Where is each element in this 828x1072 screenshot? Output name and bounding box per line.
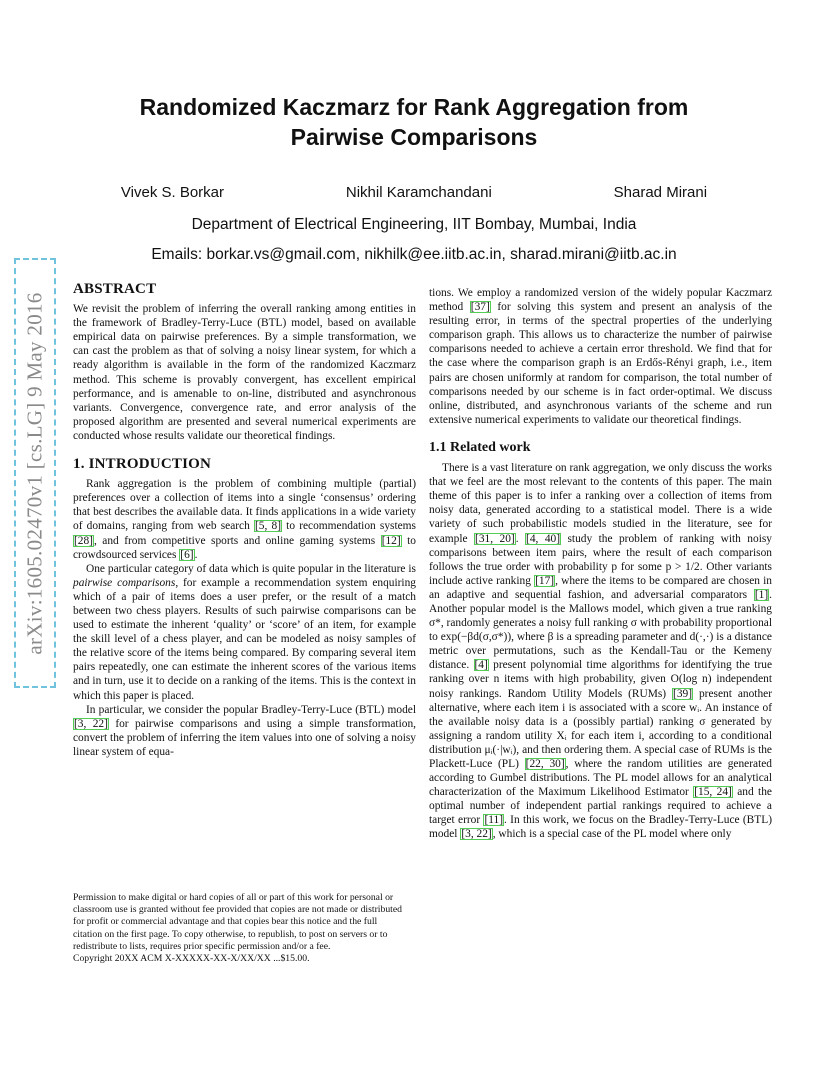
citation-link[interactable]: [3, 22] — [461, 828, 492, 841]
citation-link[interactable]: [39] — [673, 687, 693, 700]
right-column — [429, 286, 772, 842]
citation-link[interactable]: [6] — [180, 548, 194, 561]
paper-title — [60, 92, 768, 152]
citation-link[interactable]: [15, 24] — [694, 786, 732, 799]
arxiv-stamp-text: arXiv:1605.02470v1 [cs.LG] 9 May 2016 — [22, 291, 47, 655]
intro-continuation: tions. We employ a randomized version of the widely popular Kaczmarz method [37] for solving this system and present an analysis of the resulting error, in terms of the spectral properties of the underlying comparison graph. This allows us to characterize the number of pairwise comparisons needed to achieve a certain error threshold. We find that for the case where the comparison graph is an Erdős-Rényi graph, i.e., item pairs are chosen uniformly at random for comparison, the total number of comparisons needed by our scheme is in fact order-optimal. We discuss online, distributed, and asynchronous variants of the scheme and run extensive numerical experiments to validate our theoretical findings. — [429, 287, 772, 426]
citation-link[interactable]: [37] — [470, 301, 490, 314]
citation-link[interactable]: [22, 30] — [525, 758, 565, 770]
citation-link[interactable]: [11] — [484, 814, 504, 827]
citation-link[interactable]: [4] — [474, 659, 488, 672]
citation-link[interactable]: [1] — [754, 588, 769, 601]
abstract-text: We revisit the problem of inferring the overall ranking among entities in the framework of Bradley-Terry-Luce (BTL) model, based on available empirical data on pairwise preferences. By a simple transformation, we can cast the problem as that of solving a noisy linear system, for which a ready algorithm is available in the form of the randomized Kaczmarz method. This scheme is provably convergent, has excellent empirical performance, and is amenable to on-line, distributed and asynchronous variants. Convergence, convergence rate, and error analysis of the proposed algorithm are presented and several numerical experiments are conducted whose results validate our theoretical findings. — [73, 303, 416, 442]
title-line-1: Randomized Kaczmarz for Rank Aggregation from — [139, 94, 689, 120]
author-2: Nikhil Karamchandani — [345, 184, 492, 201]
citation-link[interactable]: [5, 8] — [254, 520, 281, 533]
abstract-heading: ABSTRACT — [73, 281, 157, 297]
arxiv-stamp — [14, 258, 56, 688]
left-column — [73, 282, 416, 759]
citation-link[interactable]: [4, 40] — [526, 532, 561, 545]
author-3: Sharad Mirani — [613, 184, 708, 201]
emphasis-term: pairwise comparisons — [73, 576, 176, 589]
related-work-paragraph: There is a vast literature on rank aggregation, we only discuss the works that we feel are the most relevant to the contents of this paper. The main theme of this paper is to infer a ranking over a collection of items from noisy data, generated according to a statistical model. There is a wide variety of such probabilistic models studied in the literature, see for example [31, 20]. [4, 40] study the problem of ranking with noisy comparisons between item pairs, where the result of each comparison follows the true order with probability p for some p > 1/2. Other variants include active ranking [17], where the items to be compared are chosen in an adaptive and sequential fashion, and adversarial comparators [1]. Another popular model is the Mallows model, which given a true ranking σ*, randomly generates a noisy full ranking σ with probability proportional to exp(−βd(σ,σ*)), where β is a spreading parameter and d(·,·) is a distance metric over permutations, such as the Kendall-Tau or the Kemeny distance. [4] present polynomial time algorithms for identifying the true ranking over n items with high probability, given O(log n) independent noisy rankings. Random Utility Models (RUMs) [39] present another alternative, where each item i is associated with a score wᵢ. An instance of the available noisy data is a (possibly partial) ranking σ generated by assigning a random utility Xᵢ for each item i, according to a conditional distribution μᵢ(·|wᵢ), and then ordering them. A special case of RUMs is the Plackett-Luce (PL) [22, 30], where the random utilities are generated according to Gumbel distributions. The PL model allows for an analytical characterization of the Maximum Likelihood Estimator [15, 24] and the optimal number of independent partial rankings required to achieve a target error [11]. In this work, we focus on the Bradley-Terry-Luce (BTL) model [3, 22], which is a special case of the PL model where only — [429, 462, 773, 841]
intro-paragraph-3: In particular, we consider the popular Bradley-Terry-Luce (BTL) model [3, 22] for pairwise comparisons and using a simple transformation, convert the problem of inferring the item values into one of solving a noisy linear system of equa- — [73, 703, 416, 758]
author-list — [60, 184, 768, 201]
citation-link[interactable]: [17] — [535, 574, 555, 587]
intro-paragraph-2: One particular category of data which is quite popular in the literature is pairwise comparisons, for example a recommendation system enquiring which of a pair of items does a user prefer, or the result of a match between two chess players. Results of such pairwise comparisons can be used to estimate the inherent ‘quality’ or ‘score’ of an item, for example the skill level of a chess player, and can be modeled as noisy samples of the relative score of the items being compared. By comparing several item pairs repeatedly, one can estimate the inherent scores of the various items and in turn, use it to decide on a ranking of the items. This is the context in which this paper is placed. — [73, 562, 416, 702]
permission-text: Permission to make digital or hard copies of all or part of this work for personal or classroom use is granted without fee provided that copies are not made or distributed for profit or commercial advantage and that copies bear this notice and the full citation on the first page. To copy otherwise, to republish, to post on servers or to redistribute to lists, requires prior specific permission and/or a fee. — [73, 892, 403, 952]
author-1: Vivek S. Borkar — [120, 184, 225, 201]
title-line-2: Pairwise Comparisons — [290, 124, 538, 150]
author-emails: Emails: borkar.vs@gmail.com, nikhilk@ee.iitb.ac.in, sharad.mirani@iitb.ac.in — [151, 246, 677, 263]
related-work-heading: 1.1 Related work — [429, 439, 531, 455]
introduction-heading: 1. INTRODUCTION — [73, 456, 212, 473]
affiliation: Department of Electrical Engineering, IIT Bombay, Mumbai, India — [191, 216, 637, 233]
copyright-line: Copyright 20XX ACM X-XXXXX-XX-X/XX/XX ...$15.00. — [73, 953, 310, 965]
citation-link[interactable]: [12] — [381, 534, 401, 547]
citation-link[interactable]: [28] — [74, 534, 93, 547]
intro-paragraph-1: Rank aggregation is the problem of combining multiple (partial) preferences over a collection of items into a single ‘consensus’ ordering that best describes the available data. It finds applications in a wide variety of domains, ranging from web search [5, 8] to recommendation systems [28], and from competitive sports and online gaming systems [12] to crowdsourced services [6]. — [73, 478, 416, 561]
citation-link[interactable]: [3, 22] — [74, 717, 108, 730]
permission-footnote — [73, 892, 403, 965]
citation-link[interactable]: [31, 20] — [475, 532, 515, 545]
